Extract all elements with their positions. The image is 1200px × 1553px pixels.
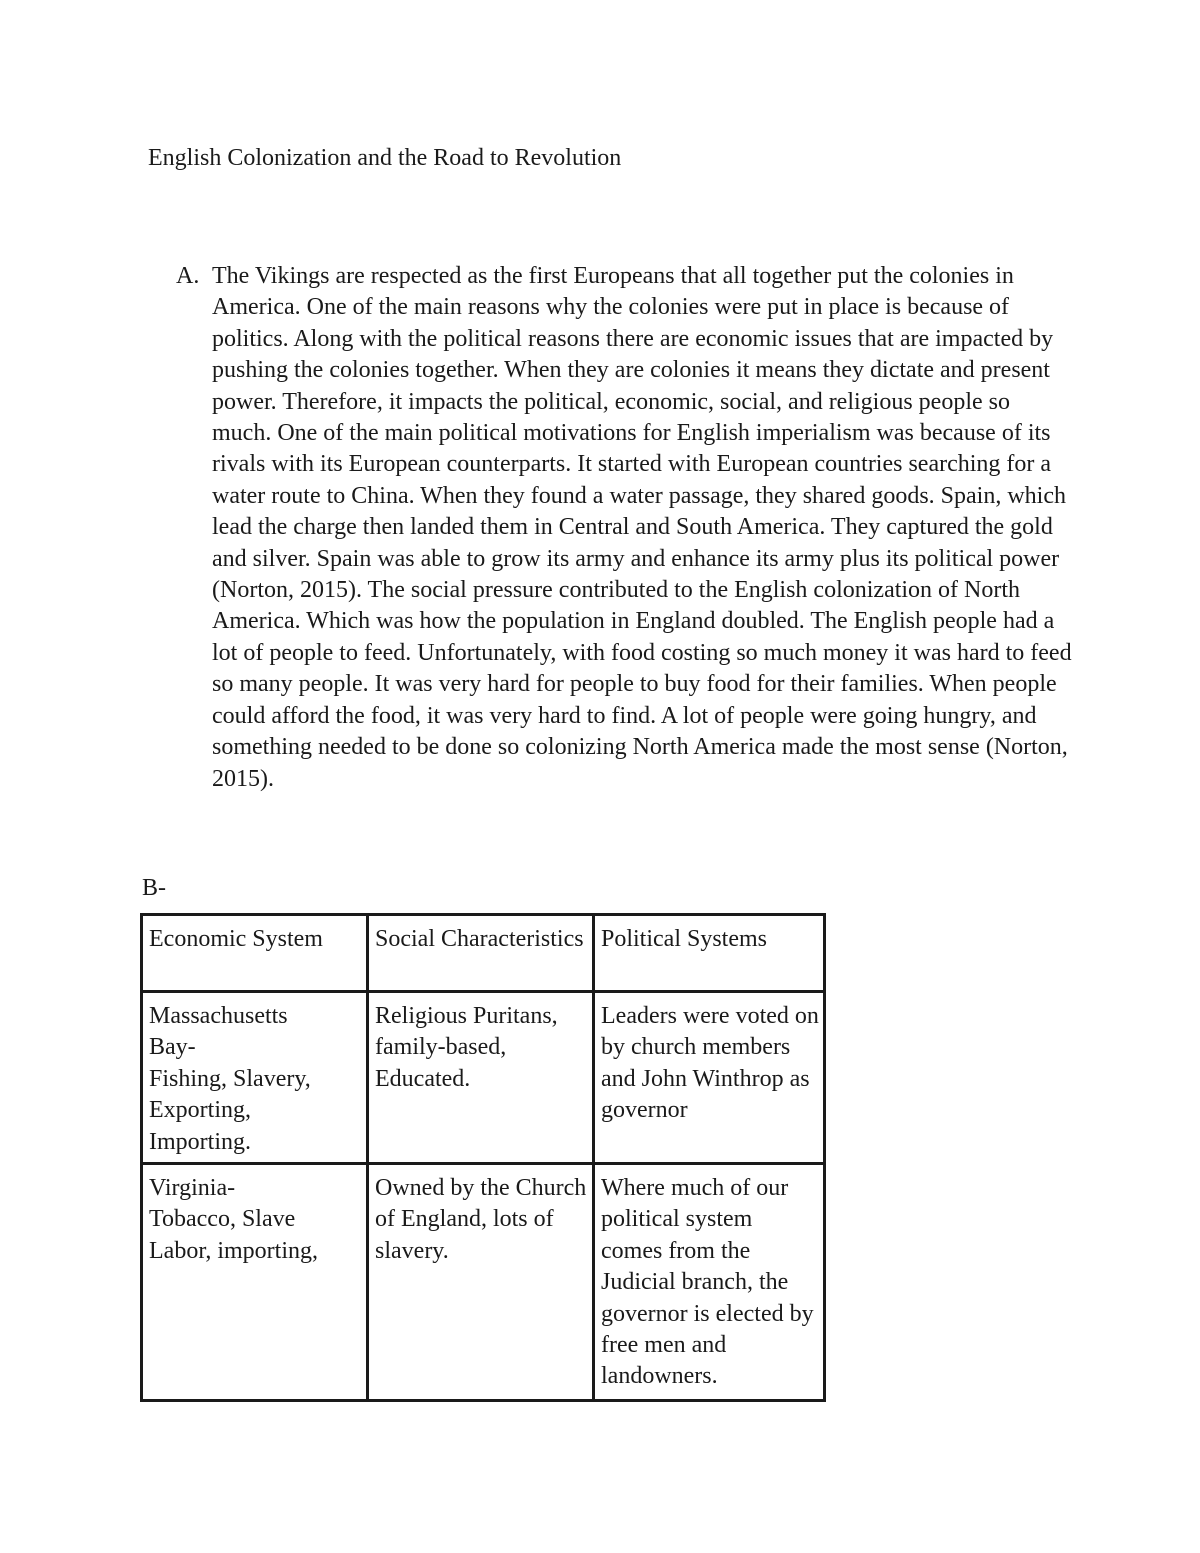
header-economic-system: Economic System [142, 915, 368, 992]
table-header-row [142, 915, 825, 992]
cell-line: Exporting, [149, 1097, 251, 1124]
table-row [142, 1164, 825, 1401]
cell-social: Religious Puritans, family-based, Educated. [368, 992, 594, 1164]
section-b-label: B- [142, 875, 166, 901]
header-political-systems: Political Systems [594, 915, 825, 992]
cell-political: Leaders were voted on by church members and John Winthrop as governor [594, 992, 825, 1164]
cell-line: Bay- [149, 1034, 196, 1061]
header-social-characteristics: Social Characteristics [368, 915, 594, 992]
section-a-paragraph: The Vikings are respected as the first Europeans that all together put the colonies in America. One of the main reasons why the colonies were put in place is because of politics. Along with the political reasons there are economic issues that are impacted by pushing the colonies together. When they are colonies it means they dictate and present power. Therefore, it impacts the political, economic, social, and religious people so much. One of the main political motivations for English imperialism was because of its rivals with its European counterparts. It started with European countries searching for a water route to China. When they found a water passage, they shared goods. Spain, which lead the charge then landed them in Central and South America. They captured the gold and silver. Spain was able to grow its army and enhance its army plus its political power (Norton, 2015). The social pressure contributed to the English colonization of North America. Which was how the population in England doubled. The English people had a lot of people to feed. Unfortunately, with food costing so much money it was hard to feed so many people. It was very hard for people to buy food for their families. When people could afford the food, it was very hard to find. A lot of people were going hungry, and something needed to be done so colonizing North America made the most sense (Norton, 2015). [212, 263, 1072, 792]
cell-economic [142, 992, 368, 1164]
cell-economic [142, 1164, 368, 1401]
colonies-comparison-table [140, 913, 826, 1402]
document-title: English Colonization and the Road to Revolution [148, 145, 622, 171]
list-marker-a: A. [176, 263, 200, 289]
cell-political: Where much of our political system comes from the Judicial branch, the governor is elected by free men and landowners. [594, 1164, 825, 1401]
cell-line: Virginia- [149, 1175, 236, 1202]
cell-line: Tobacco, Slave Labor, importing, [149, 1206, 319, 1264]
cell-line: Importing. [149, 1128, 251, 1155]
cell-line: Fishing, Slavery, [149, 1065, 311, 1092]
cell-social: Owned by the Church of England, lots of slavery. [368, 1164, 594, 1401]
table-row [142, 992, 825, 1164]
section-a [176, 261, 1076, 795]
cell-line: Massachusetts [149, 1003, 288, 1029]
